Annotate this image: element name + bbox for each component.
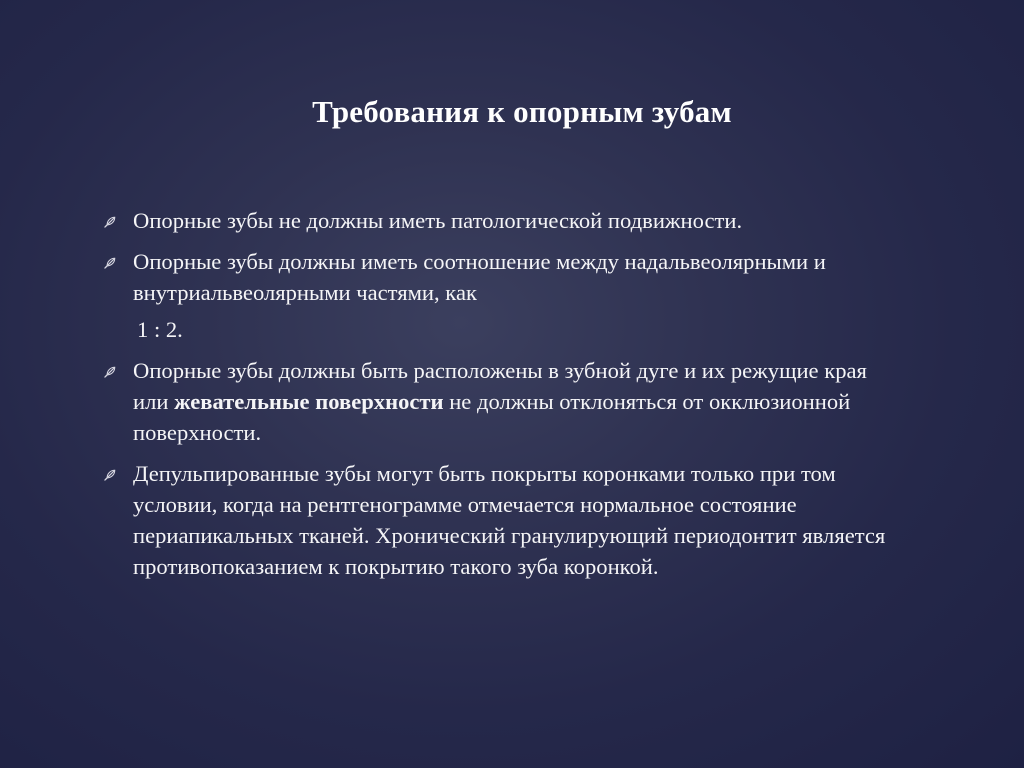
- bullet-item: [102, 458, 902, 582]
- bullet-text: Опорные зубы должны иметь соотношение между надальвеолярными и внутриальвеолярными частями, как: [133, 249, 826, 305]
- bullet-item: [102, 246, 902, 345]
- bullet-text-after: не должны отклоняться от окклюзионной поверхности.: [133, 389, 851, 445]
- bullet-list: [102, 205, 902, 592]
- feather-quill-icon: [102, 466, 119, 483]
- bullet-text: Депульпированные зубы могут быть покрыты коронками только при том условии, когда на рентгенограмме отмечается нормальное состояние периапикальных тканей. Хронический гранулирующий периодонтит является противопоказанием к покрытию такого зуба коронкой.: [133, 461, 886, 579]
- bullet-item: [102, 355, 902, 448]
- bullet-item: [102, 205, 902, 236]
- bullet-text-bold: жевательные поверхности: [174, 389, 444, 414]
- feather-quill-icon: [102, 254, 119, 271]
- bullet-text: Опорные зубы не должны иметь патологической подвижности.: [133, 208, 743, 233]
- bullet-text-before: Опорные зубы должны быть расположены в зубной дуге и их режущие края или: [133, 358, 867, 414]
- feather-quill-icon: [102, 363, 119, 380]
- bullet-ratio: 1 : 2.: [137, 317, 183, 342]
- slide-title: Требования к опорным зубам: [312, 94, 732, 129]
- feather-quill-icon: [102, 213, 119, 230]
